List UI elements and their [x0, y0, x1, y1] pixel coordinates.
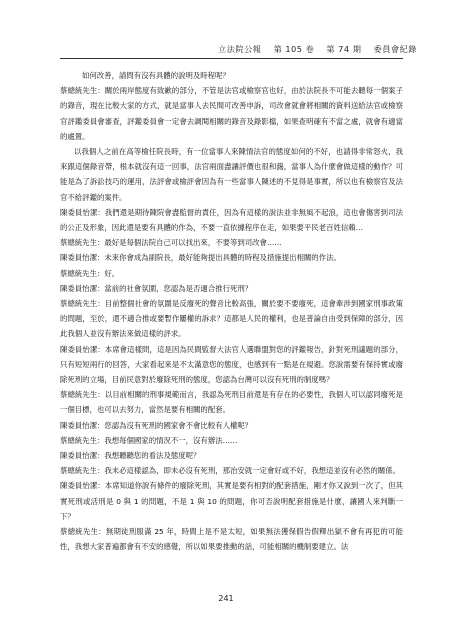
- narrative-paragraph: 以我個人之前在高等檢任院長時，有一位當事人來陳情法官的態度如何的不好，也請得非常怒火，我來跟這個錄音帶，根本就沒有這一回事，法官兩面盡讓評價也很和藹，當事人為什麼會做這樣的動作？可能是為了訴訟技巧的運用，法評會或檢評會因為有一些當事人陳述的不見得是事實，所以也有檢察官及法官不給評鑑的案件。: [60, 147, 403, 202]
- section-label: 委員會紀錄: [373, 44, 417, 54]
- page-number: 241: [218, 594, 234, 603]
- paragraph-continuation: 如何改善，請問有沒有具體的說明及時程呢？: [82, 71, 230, 80]
- speech-paragraph: 蔡總統先生：我未必這樣認為，即未必沒有死刑，那治安就一定會好或不好，我想這並沒有必然的關係。: [60, 466, 400, 476]
- speech-paragraph: 陳委員怡潔：本席會這樣問，這是因為民間監督大法官人選聯盟對您的評鑑報告，針對死刑議題的部分，只有短短兩行的回答，大家看起來是不太滿意您的態度，也感到有一點是在規避。您說需要有保持實或廢除死刑的立場，目前民意對於廢除死刑的態度，您認為台灣可以沒有死刑的制度嗎？: [60, 344, 403, 385]
- issue-label: 第 74 期: [326, 44, 362, 54]
- transcript-body: [60, 68, 403, 555]
- speech-paragraph: 蔡總統先生：好。: [60, 268, 120, 278]
- speech-paragraph: 陳委員怡潔：未來你會成為副院長，最好能夠提出具體的時程及措施提出相關的作法。: [60, 253, 341, 263]
- speech-paragraph: 陳委員怡潔：我想聽聽您的看法及態度呢？: [60, 451, 201, 461]
- speech-paragraph: 蔡總統先生：目前整個社會的氛圍是反廢死的聲音比較高張，關於要不要廢死，這會牽涉到國家刑事政策的問題，至於，還不適合推或要暫作屢權的訴求？這都是人民的權利，也是普論自由受到保障的部分，因此我個人並沒有辦法來做這樣的評求。: [60, 299, 403, 339]
- speech-paragraph: 陳委員怡潔：本席知道你說有條件的廢除死刑，其實是要有相對的配套措施，剛才你又說到一次了，但其實死刑或活刑是 0 與 1 的問題，不是 1 與 10 的問題，你可否說明配套措施是什麼，讓國人來判斷一下？: [60, 481, 403, 521]
- speech-paragraph: 蔡總統先生：以目前相關的刑事規範而言，我認為死刑目前還是有存在的必要性，我個人可以認同廢死是一個目標，也可以去努力，當然是要有相關的配套。: [60, 390, 403, 415]
- speech-paragraph: 蔡總統先生：無期徒刑服滿 25 年，時間上是不是太短，如果無法獲保假告假釋出獄不會有再犯的可能性，我想大家普遍都會有不安的感覺，所以如果要推動的話，可能相關的機制要建立。法: [60, 527, 403, 552]
- speech-paragraph: 陳委員怡潔：當前的社會氛圍，您認為是否適合推行死刑？: [60, 283, 253, 293]
- speech-paragraph: 陳委員怡潔：您認為沒有死刑的國家會不會比較有人權呢？: [60, 420, 253, 430]
- speech-paragraph: 陳委員怡潔：我們還是期待陳院會盡監督的責任，因為有這樣的說法並非無風不起浪，這也會傷害到司法的公正及形象，因此還是要有具體的作為，不要一直依據程序在走，如果要平民老百姓信賴…: [60, 207, 403, 233]
- header-rule: [60, 58, 403, 59]
- page-header: [218, 44, 426, 55]
- speech-paragraph: 蔡總統先生：最好是每個法院自己可以找出來，不要等到司改會……: [60, 238, 282, 248]
- volume-label: 第 105 卷: [273, 44, 315, 54]
- speech-paragraph: 蔡總統先生：關於兩岸態度有致歉的部分，不管是法官或檢察官也好，由於法院長不可能去聽每一個案子的錄音，現在比較大家的方式，就是當事人去民間可改善申訴，司改會就會將相關的資料送給法官或檢察官評鑑委員會審查，評鑑委員會一定會去調閱相關的錄音及錄影檔，如果查明確有不當之處，就會有適當的處置。: [60, 86, 403, 141]
- speech-paragraph: 蔡總統先生：我想每個國家的情況不一，沒有辦法……: [60, 435, 238, 445]
- publication-title: 立法院公報: [218, 44, 262, 54]
